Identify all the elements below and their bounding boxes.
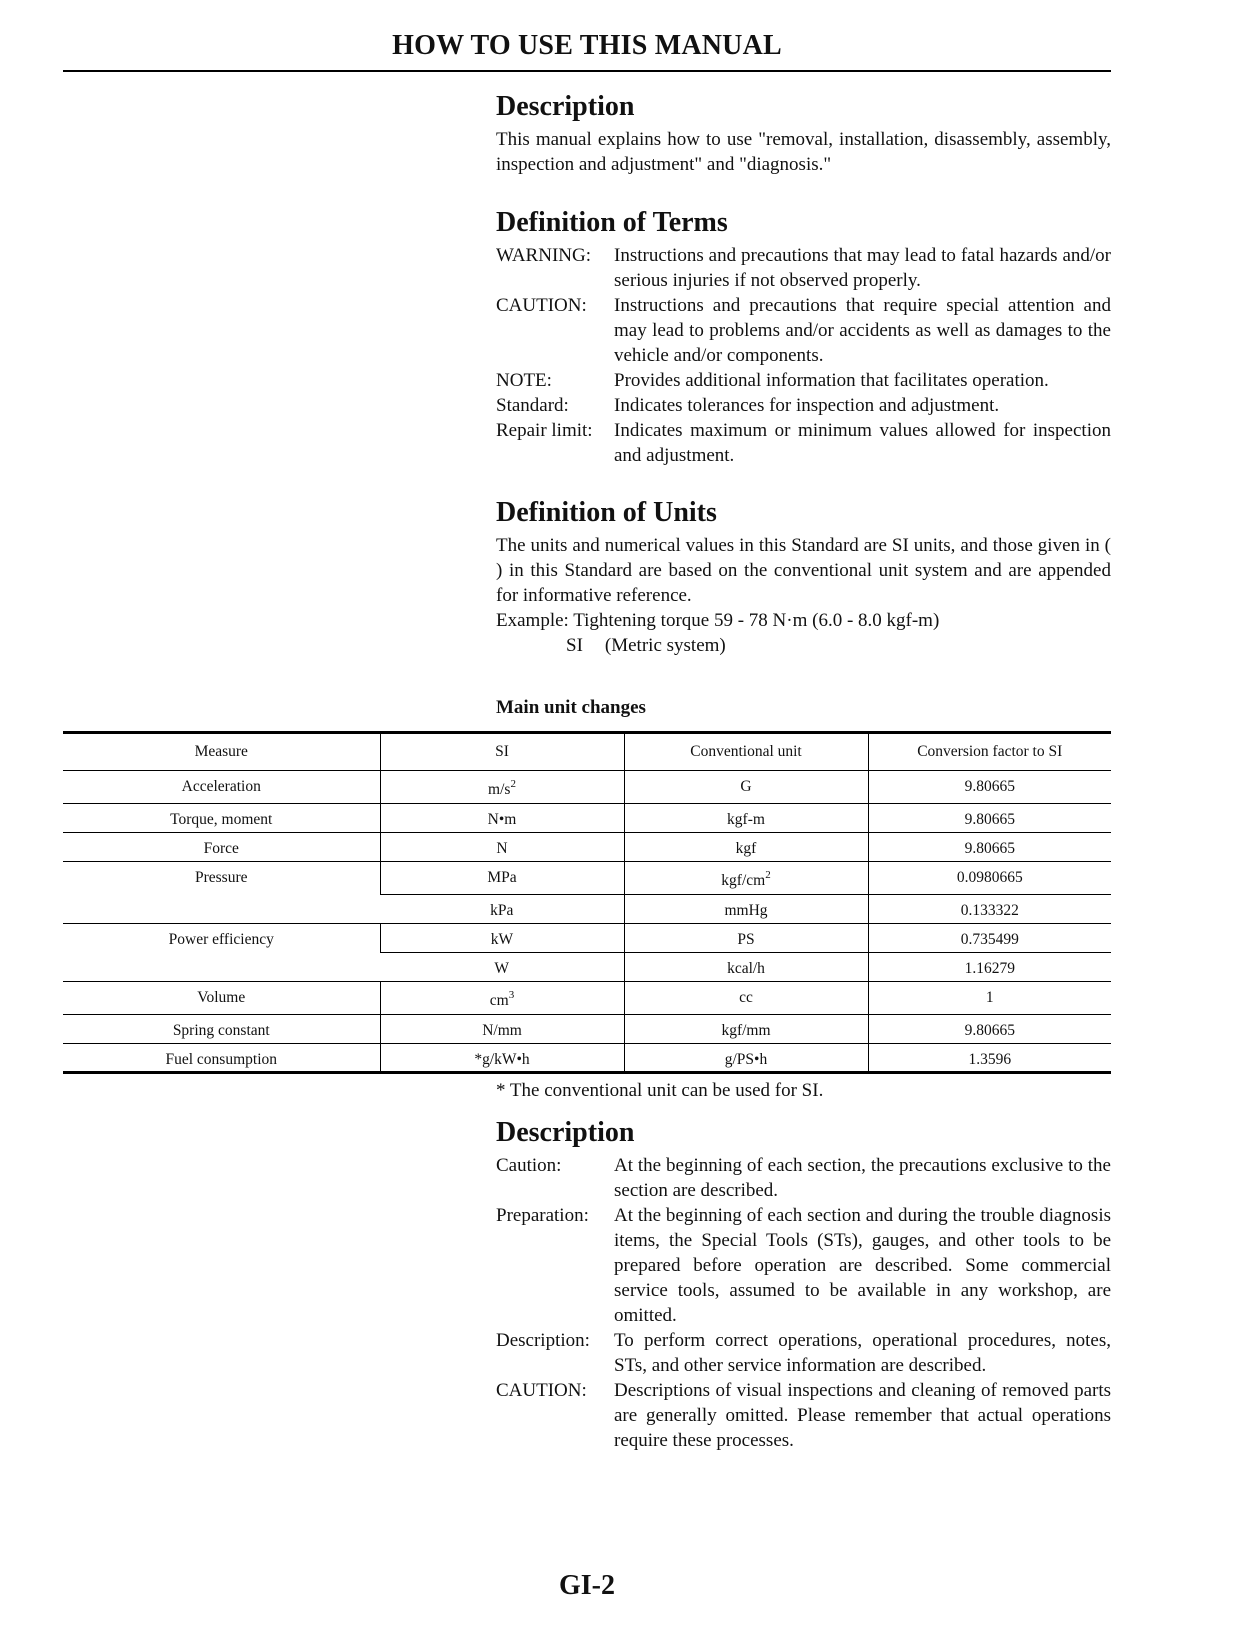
conventional-cell: g/PS•h	[624, 1044, 868, 1073]
page-title: HOW TO USE THIS MANUAL	[392, 30, 782, 61]
term-label: Description:	[496, 1330, 590, 1351]
term-row	[496, 1378, 1111, 1453]
factor-cell: 1.16279	[868, 953, 1111, 982]
factor-cell: 1.3596	[868, 1044, 1111, 1073]
table-header-row	[63, 733, 1111, 771]
table-row	[63, 833, 1111, 862]
si-exponent: 3	[508, 989, 515, 1001]
term-definition: Instructions and precautions that may lead to fatal hazards and/or serious injuries if not observed properly.	[614, 245, 1111, 291]
term-label: Preparation:	[496, 1205, 589, 1226]
conventional-cell: mmHg	[624, 895, 868, 924]
units-example	[496, 608, 1111, 658]
conventional-cell: kcal/h	[624, 953, 868, 982]
term-label: NOTE:	[496, 370, 552, 391]
si-cell: N/mm	[380, 1015, 624, 1044]
factor-cell: 9.80665	[868, 1015, 1111, 1044]
si-cell: N•m	[380, 804, 624, 833]
term-definition: Descriptions of visual inspections and cleaning of removed parts are generally omitted. Please remember that actual operations require these processes.	[614, 1380, 1111, 1451]
term-definition: Indicates tolerances for inspection and adjustment.	[614, 395, 1000, 416]
factor-cell: 9.80665	[868, 771, 1111, 804]
section-heading: Description	[496, 1117, 635, 1148]
si-unit: m/s	[488, 781, 511, 798]
table-row	[63, 862, 1111, 895]
measure-cell: Volume	[63, 982, 380, 1015]
si-unit: cm	[489, 992, 509, 1009]
example-line: Example: Tightening torque 59 - 78 N·m (6.0 - 8.0 kgf-m)	[496, 610, 940, 631]
term-label: CAUTION:	[496, 1380, 587, 1401]
term-definition: At the beginning of each section and during the trouble diagnosis items, the Special Tools (STs), gauges, and other tools to be prepared before operation are described. Some commercial service tools, assumed to be available in any workshop, are omitted.	[614, 1205, 1111, 1326]
term-row	[496, 243, 1111, 293]
conventional-cell: G	[624, 771, 868, 804]
term-definition: Provides additional information that facilitates operation.	[614, 370, 1049, 391]
si-cell	[380, 982, 624, 1015]
page-number: GI-2	[559, 1570, 615, 1601]
description-procedures-section	[496, 1116, 1111, 1453]
term-row	[496, 393, 1111, 418]
column-header: Conventional unit	[624, 733, 868, 771]
table-row	[63, 982, 1111, 1015]
measure-cell: Force	[63, 833, 380, 862]
term-row	[496, 368, 1111, 393]
term-label: Repair limit:	[496, 420, 593, 441]
unit-changes-table	[63, 731, 1111, 1074]
measure-cell: Acceleration	[63, 771, 380, 804]
term-row	[496, 1203, 1111, 1328]
term-label: CAUTION:	[496, 295, 587, 316]
si-cell: kW	[380, 924, 624, 953]
si-cell: W	[380, 953, 624, 982]
term-definition: Indicates maximum or minimum values allowed for inspection and adjustment.	[614, 420, 1111, 466]
example-metric-label: (Metric system)	[604, 635, 726, 656]
factor-cell: 0.0980665	[868, 862, 1111, 895]
description-section	[496, 90, 1111, 177]
column-header: SI	[380, 733, 624, 771]
si-cell: *g/kW•h	[380, 1044, 624, 1073]
measure-cell: Fuel consumption	[63, 1044, 380, 1073]
table-caption: Main unit changes	[496, 697, 646, 718]
factor-cell: 0.133322	[868, 895, 1111, 924]
measure-cell: Pressure	[63, 862, 380, 924]
section-heading: Description	[496, 91, 635, 122]
page-header	[63, 28, 1111, 72]
column-header: Conversion factor to SI	[868, 733, 1111, 771]
si-cell: MPa	[380, 862, 624, 895]
term-row	[496, 293, 1111, 368]
si-cell: N	[380, 833, 624, 862]
si-cell	[380, 771, 624, 804]
section-heading: Definition of Terms	[496, 207, 728, 238]
table-row	[63, 1044, 1111, 1073]
factor-cell: 0.735499	[868, 924, 1111, 953]
measure-cell: Spring constant	[63, 1015, 380, 1044]
section-heading: Definition of Units	[496, 497, 717, 528]
terms-section	[496, 206, 1111, 468]
column-header: Measure	[63, 733, 380, 771]
table-row	[63, 771, 1111, 804]
si-cell: kPa	[380, 895, 624, 924]
term-definition: To perform correct operations, operational procedures, notes, STs, and other service information are described.	[614, 1330, 1111, 1376]
measure-cell: Power efficiency	[63, 924, 380, 982]
conventional-cell: kgf/mm	[624, 1015, 868, 1044]
term-label: WARNING:	[496, 245, 591, 266]
factor-cell: 1	[868, 982, 1111, 1015]
conventional-cell	[624, 862, 868, 895]
term-row	[496, 1153, 1111, 1203]
conventional-cell: cc	[624, 982, 868, 1015]
conventional-exponent: 2	[765, 869, 771, 881]
example-si-line	[496, 633, 1111, 658]
term-definition: Instructions and precautions that require special attention and may lead to problems and/or accidents as well as damages to the vehicle and/or components.	[614, 295, 1111, 366]
term-label: Standard:	[496, 395, 569, 416]
measure-cell: Torque, moment	[63, 804, 380, 833]
factor-cell: 9.80665	[868, 804, 1111, 833]
conventional-cell: kgf	[624, 833, 868, 862]
term-row	[496, 1328, 1111, 1378]
table-row	[63, 1015, 1111, 1044]
description-text: This manual explains how to use "removal, installation, disassembly, assembly, inspection and adjustment" and "diagnosis."	[496, 129, 1111, 175]
term-label: Caution:	[496, 1155, 562, 1176]
table-row	[63, 924, 1111, 953]
table-row	[63, 804, 1111, 833]
conventional-unit: kgf/cm	[721, 872, 766, 889]
conventional-cell: kgf-m	[624, 804, 868, 833]
conventional-cell: PS	[624, 924, 868, 953]
example-si-label: SI	[566, 635, 583, 656]
table-footnote: * The conventional unit can be used for SI.	[496, 1080, 824, 1101]
si-exponent: 2	[510, 778, 516, 790]
units-section	[496, 496, 1111, 658]
term-row	[496, 418, 1111, 468]
term-definition: At the beginning of each section, the precautions exclusive to the section are described.	[614, 1155, 1111, 1201]
units-text: The units and numerical values in this Standard are SI units, and those given in ( ) in this Standard are based on the conventional unit system and are appended for informative reference.	[496, 535, 1111, 606]
factor-cell: 9.80665	[868, 833, 1111, 862]
